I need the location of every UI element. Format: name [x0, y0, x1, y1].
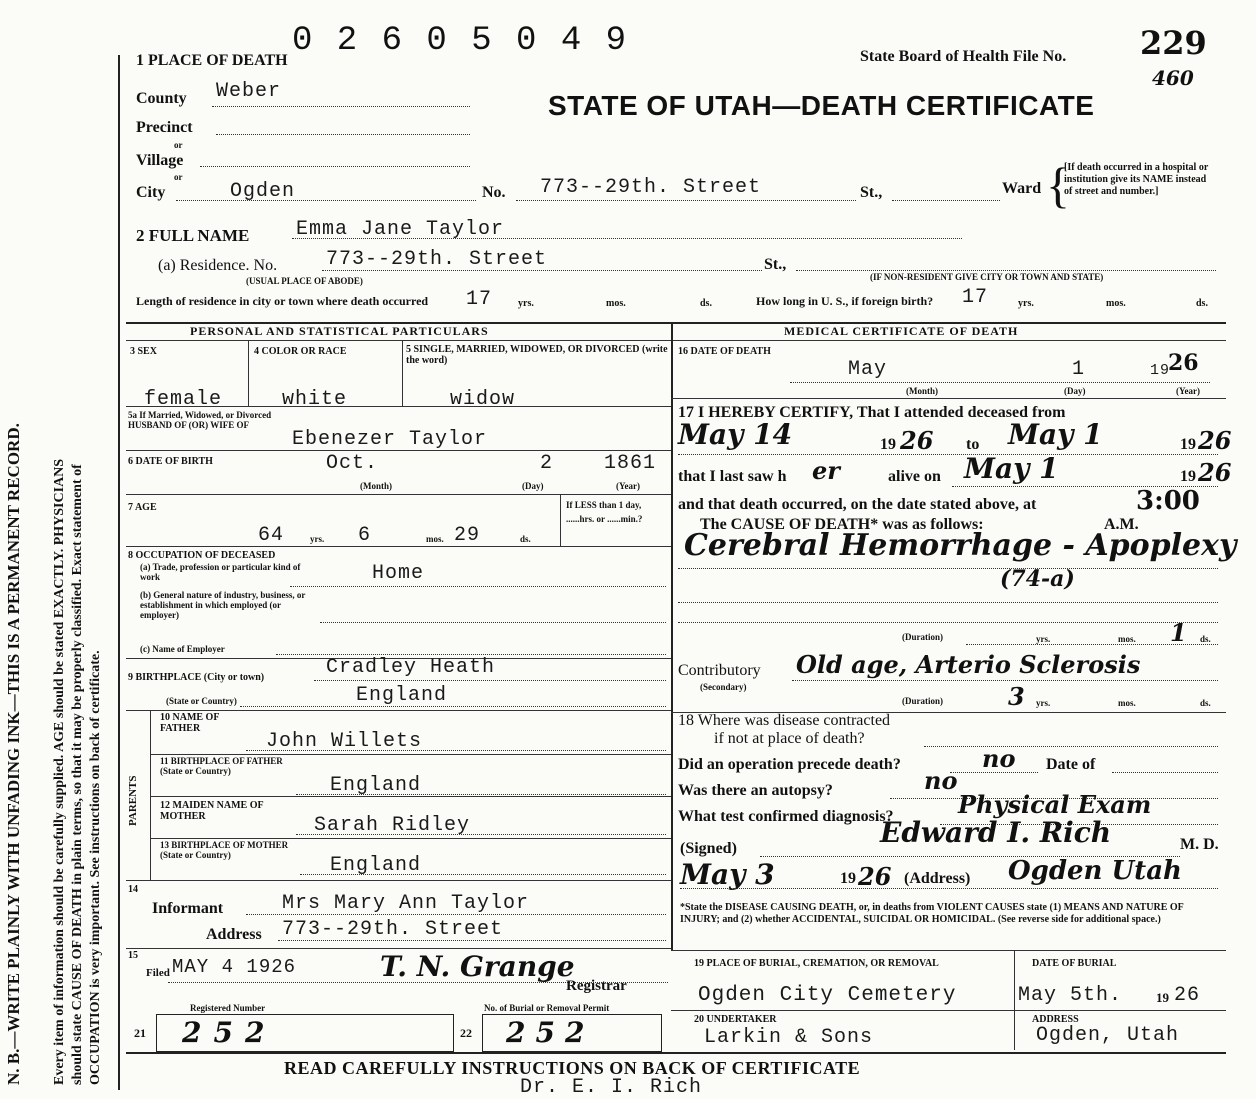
- color-label: 4 COLOR OR RACE: [254, 346, 347, 357]
- attend-to: May 1: [1008, 418, 1103, 451]
- burial-year-prefix: 19: [1156, 990, 1169, 1005]
- md-label: M. D.: [1180, 836, 1219, 853]
- dob-day: 2: [540, 452, 554, 475]
- footer-instructions: READ CAREFULLY INSTRUCTIONS ON BACK OF CERTIFICATE: [284, 1058, 861, 1078]
- last-saw-label: that I last saw h: [678, 468, 787, 485]
- cause-underline-3: [678, 622, 1218, 623]
- nonresident-underline: [796, 270, 1216, 271]
- death-year: 26: [1168, 350, 1199, 376]
- age-label: 7 AGE: [128, 502, 157, 513]
- informant-underline: [246, 914, 666, 915]
- father-value: John Willets: [266, 730, 423, 753]
- date-of-label: Date of: [1046, 756, 1096, 773]
- precinct-underline: [216, 134, 470, 135]
- row-rule-8: [150, 796, 671, 797]
- date-of-underline: [1112, 772, 1218, 773]
- father-birthplace-underline: [296, 794, 666, 795]
- death-day-caption: (Day): [1064, 386, 1086, 396]
- burial-year-value: 26: [1174, 984, 1201, 1007]
- spouse-label: 5a If Married, Widowed, or Divorced HUSBAND OF (OR) WIFE OF: [128, 410, 272, 430]
- contrib-duration-yrs-value: 3: [1008, 682, 1025, 711]
- father-label: 10 NAME OF FATHER: [160, 712, 220, 734]
- cause-duration-mos-value: 1: [1170, 618, 1187, 647]
- st-underline: [892, 200, 1000, 201]
- state-board-label: State Board of Health File No.: [860, 48, 1067, 65]
- or-1: or: [174, 140, 183, 150]
- death-date-underline: [790, 382, 1210, 383]
- age-months: 6: [358, 524, 372, 547]
- death-month: May: [848, 358, 888, 381]
- burial-place-label: 19 PLACE OF BURIAL, CREMATION, OR REMOVAL: [694, 958, 939, 969]
- alive-year: 26: [1198, 458, 1232, 487]
- death-year-prefix: 19: [1150, 362, 1171, 379]
- sidebar-line-3: should state CAUSE OF DEATH in plain terms, so that it may be properly classified. Exact statement of: [70, 464, 85, 1085]
- mother-birthplace-underline: [300, 874, 666, 875]
- length-mos: mos.: [606, 298, 626, 309]
- burial-permit-label: No. of Burial or Removal Permit: [484, 1003, 610, 1013]
- street-no-label: No.: [482, 184, 506, 201]
- footer-typed: Dr. E. I. Rich: [520, 1076, 703, 1099]
- cause-underline-2: [678, 602, 1218, 603]
- sidebar-line-4: OCCUPATION is very important. See instructions on back of certificate.: [88, 650, 103, 1085]
- cause-underline-1: [678, 568, 1218, 569]
- informant-address-underline: [278, 940, 666, 941]
- q18-underline: [924, 746, 1218, 747]
- signed-label: (Signed): [680, 840, 737, 857]
- occupation-a: (a) Trade, profession or particular kind of work: [140, 562, 301, 582]
- st-label-2: St.,: [764, 256, 787, 273]
- age-mos: mos.: [426, 534, 444, 544]
- dob-year: 1861: [604, 452, 657, 475]
- attend-from: May 14: [678, 418, 793, 451]
- us-ds: ds.: [1196, 298, 1208, 309]
- full-name-underline: [292, 238, 962, 239]
- informant-address-value: 773--29th. Street: [282, 918, 504, 941]
- certificate-title: STATE OF UTAH—DEATH CERTIFICATE: [548, 90, 1095, 121]
- mother-value: Sarah Ridley: [314, 814, 471, 837]
- file-number-typed: 0 2 6 0 5 0 4 9: [292, 22, 629, 60]
- birthplace-city-underline: [314, 680, 666, 681]
- city-underline: [176, 200, 476, 201]
- row-rule-10: [126, 880, 671, 881]
- contrib-duration-ds: ds.: [1200, 698, 1211, 708]
- undertaker-address-label: ADDRESS: [1032, 1014, 1079, 1025]
- residence-underline: [322, 270, 762, 271]
- residence-label: (a) Residence. No.: [158, 257, 278, 274]
- ampm: A.M.: [1104, 516, 1139, 533]
- sidebar-line-2: Every item of information should be carefully supplied. AGE should be stated EXACTLY. PHYSICIANS: [52, 458, 67, 1085]
- dob-label: 6 DATE OF BIRTH: [128, 456, 213, 467]
- mother-birthplace-value: England: [330, 854, 422, 877]
- row-rule-9: [150, 838, 671, 839]
- cause-code: (74-a): [1000, 566, 1075, 592]
- cause-duration-mos: mos.: [1118, 634, 1136, 644]
- signed-year-prefix: 19: [840, 870, 856, 887]
- abode-note: (USUAL PLACE OF ABODE): [246, 276, 363, 286]
- dob-month-caption: (Month): [360, 481, 392, 491]
- row-rule-4: [126, 546, 671, 547]
- cause-label: The CAUSE OF DEATH* was as follows:: [700, 516, 984, 533]
- date-of-death-label: 16 DATE OF DEATH: [678, 346, 771, 357]
- city-label: City: [136, 184, 166, 201]
- burial-date-value: May 5th.: [1018, 984, 1123, 1007]
- village-label: Village: [136, 152, 184, 169]
- burial-place-value: Ogden City Cemetery: [698, 984, 957, 1007]
- test-value: Physical Exam: [958, 790, 1152, 819]
- age-less-label: If LESS than 1 day, ......hrs. or ......min.?: [566, 500, 643, 524]
- occupation-label: 8 OCCUPATION OF DECEASED: [128, 550, 276, 561]
- informant-address-label: Address: [206, 926, 262, 943]
- cause-duration-underline: [966, 644, 1218, 645]
- us-years: 17: [962, 286, 989, 309]
- attend-underline: [678, 454, 1218, 455]
- sex-value: female: [144, 388, 223, 411]
- residence-value: 773--29th. Street: [326, 248, 548, 271]
- contributory-cause: Old age, Arterio Sclerosis: [796, 650, 1141, 679]
- occupation-value: Home: [372, 562, 425, 585]
- sex-divider: [248, 340, 249, 406]
- registrar-label: Registrar: [566, 978, 627, 994]
- to-label: to: [966, 436, 980, 453]
- physician-address-underline: [680, 888, 1218, 889]
- contrib-duration-mos: mos.: [1118, 698, 1136, 708]
- row-rule-11: [126, 948, 671, 949]
- ward-label: Ward: [1002, 180, 1042, 197]
- contrib-duration-yrs: yrs.: [1036, 698, 1051, 708]
- reg-number-label: Registered Number: [190, 1003, 266, 1013]
- age-ds: ds.: [520, 534, 531, 544]
- header-rule: [126, 340, 1226, 341]
- contributory-underline: [792, 680, 1218, 681]
- cause-duration-label: (Duration): [902, 632, 943, 642]
- filed-label: Filed: [146, 967, 170, 979]
- employer-underline: [276, 654, 666, 655]
- ward-brace: {: [1046, 157, 1070, 213]
- birthplace-state-label: (State or Country): [166, 696, 237, 706]
- med-rule-1: [671, 398, 1226, 399]
- test-label: What test confirmed diagnosis?: [678, 808, 894, 825]
- contributory-label: Contributory: [678, 662, 761, 679]
- personal-header: PERSONAL AND STATISTICAL PARTICULARS: [190, 324, 489, 338]
- q18b: if not at place of death?: [714, 730, 865, 747]
- birthplace-city: Cradley Heath: [326, 656, 496, 679]
- state-board-sub-number: 460: [1152, 66, 1194, 90]
- occupation-c: (c) Name of Employer: [140, 644, 225, 654]
- occupation-underline-b: [320, 622, 666, 623]
- color-divider: [402, 340, 403, 406]
- color-value: white: [282, 388, 348, 411]
- mother-label: 12 MAIDEN NAME OF MOTHER: [160, 800, 264, 822]
- county-underline: [212, 106, 470, 107]
- birthplace-country-underline: [240, 706, 666, 707]
- secondary-label: (Secondary): [700, 682, 747, 692]
- registrar-signature: T. N. Grange: [380, 950, 575, 983]
- operation-underline: [950, 772, 1038, 773]
- sidebar-line-1: N. B.—WRITE PLAINLY WITH UNFADING INK—THIS IS A PERMANENT RECORD.: [4, 423, 23, 1085]
- birthplace-label: 9 BIRTHPLACE (City or town): [128, 672, 265, 683]
- cause-duration-yrs: yrs.: [1036, 634, 1051, 644]
- parents-label: PARENTS: [127, 775, 139, 826]
- st-label-1: St.,: [860, 184, 883, 201]
- mother-underline: [296, 834, 666, 835]
- attend-to-19: 19: [1180, 436, 1196, 453]
- place-of-death-label: 1 PLACE OF DEATH: [136, 52, 288, 69]
- attend-from-19: 19: [880, 436, 896, 453]
- signed-date: May 3: [680, 858, 775, 891]
- autopsy-value: no: [924, 766, 958, 795]
- q18a: 18 Where was disease contracted: [678, 712, 891, 729]
- left-border: [118, 55, 120, 1090]
- contrib-duration-label: (Duration): [902, 696, 943, 706]
- state-board-number: 229: [1140, 24, 1207, 62]
- burial-date-label: DATE OF BURIAL: [1032, 958, 1117, 969]
- dob-month: Oct.: [326, 452, 379, 475]
- nonresident-note: (IF NON-RESIDENT GIVE CITY OR TOWN AND STATE): [870, 272, 1104, 282]
- death-time: 3:00: [1136, 486, 1200, 516]
- burial-divider: [1014, 950, 1015, 1050]
- city-value: Ogden: [230, 180, 296, 203]
- row-rule-1: [126, 406, 671, 407]
- row-rule-6: [126, 710, 671, 711]
- cause-of-death: Cerebral Hemorrhage - Apoplexy: [684, 528, 1237, 563]
- alive-label: alive on: [888, 468, 941, 485]
- alive-date: May 1: [964, 452, 1059, 485]
- parents-divider: [150, 710, 151, 880]
- operation-value: no: [982, 744, 1016, 773]
- section-14-label: 14: [128, 884, 138, 895]
- length-ds: ds.: [700, 298, 712, 309]
- medical-header: MEDICAL CERTIFICATE OF DEATH: [784, 324, 1019, 338]
- occupation-underline-a: [290, 586, 666, 587]
- reg-number-value: 252: [182, 1016, 277, 1049]
- sex-label: 3 SEX: [130, 346, 157, 357]
- signed-year: 26: [858, 862, 892, 891]
- bottom-border: [126, 1052, 1226, 1054]
- length-yrs: yrs.: [518, 298, 534, 309]
- full-name-label: 2 FULL NAME: [136, 226, 250, 245]
- county-label: County: [136, 90, 187, 107]
- attend-to-year: 26: [1198, 426, 1232, 455]
- death-address-underline: [516, 200, 856, 201]
- undertaker-value: Larkin & Sons: [704, 1026, 874, 1049]
- physician-address: Ogden Utah: [1008, 856, 1182, 886]
- physician-signature: Edward I. Rich: [880, 816, 1112, 849]
- us-label: How long in U. S., if foreign birth?: [756, 294, 934, 308]
- marital-value: widow: [450, 388, 516, 411]
- length-years: 17: [466, 288, 493, 311]
- filed-value: MAY 4 1926: [172, 956, 297, 978]
- num-21: 21: [134, 1026, 146, 1040]
- row-rule-3: [126, 494, 671, 495]
- cause-footnote: *State the DISEASE CAUSING DEATH, or, in deaths from VIOLENT CAUSES state (1) MEANS AND NATURE OF INJURY; and (2) whether ACCIDENTAL, SUICIDAL OR HOMICIDAL. (See reverse side for additional space.): [680, 902, 1184, 925]
- father-birthplace-value: England: [330, 774, 422, 797]
- med-rule-4: [671, 1010, 1226, 1011]
- us-mos: mos.: [1106, 298, 1126, 309]
- death-day: 1: [1072, 358, 1086, 381]
- mother-birthplace-label: 13 BIRTHPLACE OF MOTHER (State or Country): [160, 840, 289, 860]
- dob-day-caption: (Day): [522, 481, 544, 491]
- section-15-label: 15: [128, 950, 138, 961]
- county-value: Weber: [216, 80, 282, 103]
- certify-text: 17 I HEREBY CERTIFY, That I attended deceased from: [678, 404, 1066, 421]
- us-yrs: yrs.: [1018, 298, 1034, 309]
- or-2: or: [174, 172, 183, 182]
- alive-19: 19: [1180, 468, 1196, 485]
- birthplace-country: England: [356, 684, 448, 707]
- undertaker-address-value: Ogden, Utah: [1036, 1024, 1180, 1047]
- full-name-value: Emma Jane Taylor: [296, 218, 505, 241]
- marital-label: 5 SINGLE, MARRIED, WIDOWED, OR DIVORCED (write the word): [406, 344, 668, 366]
- ward-note: [If death occurred in a hospital or institution give its NAME instead of street and number.]: [1064, 162, 1209, 197]
- age-days: 29: [454, 524, 481, 547]
- autopsy-label: Was there an autopsy?: [678, 782, 833, 799]
- informant-label: Informant: [152, 900, 224, 917]
- death-month-caption: (Month): [906, 386, 938, 396]
- row-rule-7: [150, 754, 671, 755]
- cause-duration-ds: ds.: [1200, 634, 1211, 644]
- med-rule-3: [671, 950, 1226, 951]
- informant-value: Mrs Mary Ann Taylor: [282, 892, 530, 915]
- village-underline: [200, 166, 470, 167]
- length-label: Length of residence in city or town where death occurred: [136, 294, 429, 308]
- spouse-value: Ebenezer Taylor: [292, 428, 488, 451]
- operation-label: Did an operation precede death?: [678, 756, 901, 773]
- age-yrs: yrs.: [310, 534, 325, 544]
- burial-permit-value: 252: [506, 1016, 595, 1049]
- attend-from-year: 26: [900, 426, 934, 455]
- occupation-b: (b) General nature of industry, business, or establishment in which employed (or employer): [140, 590, 306, 620]
- death-address: 773--29th. Street: [540, 176, 762, 199]
- num-22: 22: [460, 1026, 472, 1040]
- age-less-divider: [560, 494, 561, 546]
- physician-address-label: (Address): [904, 870, 971, 887]
- undertaker-label: 20 UNDERTAKER: [694, 1014, 777, 1025]
- father-birthplace-label: 11 BIRTHPLACE OF FATHER (State or Country): [160, 756, 283, 776]
- occurred-label: and that death occurred, on the date stated above, at: [678, 496, 1037, 513]
- age-years: 64: [258, 524, 285, 547]
- precinct-label: Precinct: [136, 119, 193, 136]
- father-underline: [246, 750, 666, 751]
- last-saw-h: er: [812, 456, 840, 485]
- dob-year-caption: (Year): [616, 481, 640, 491]
- row-rule-2: [126, 450, 671, 451]
- death-year-caption: (Year): [1176, 386, 1200, 396]
- column-divider: [671, 322, 673, 950]
